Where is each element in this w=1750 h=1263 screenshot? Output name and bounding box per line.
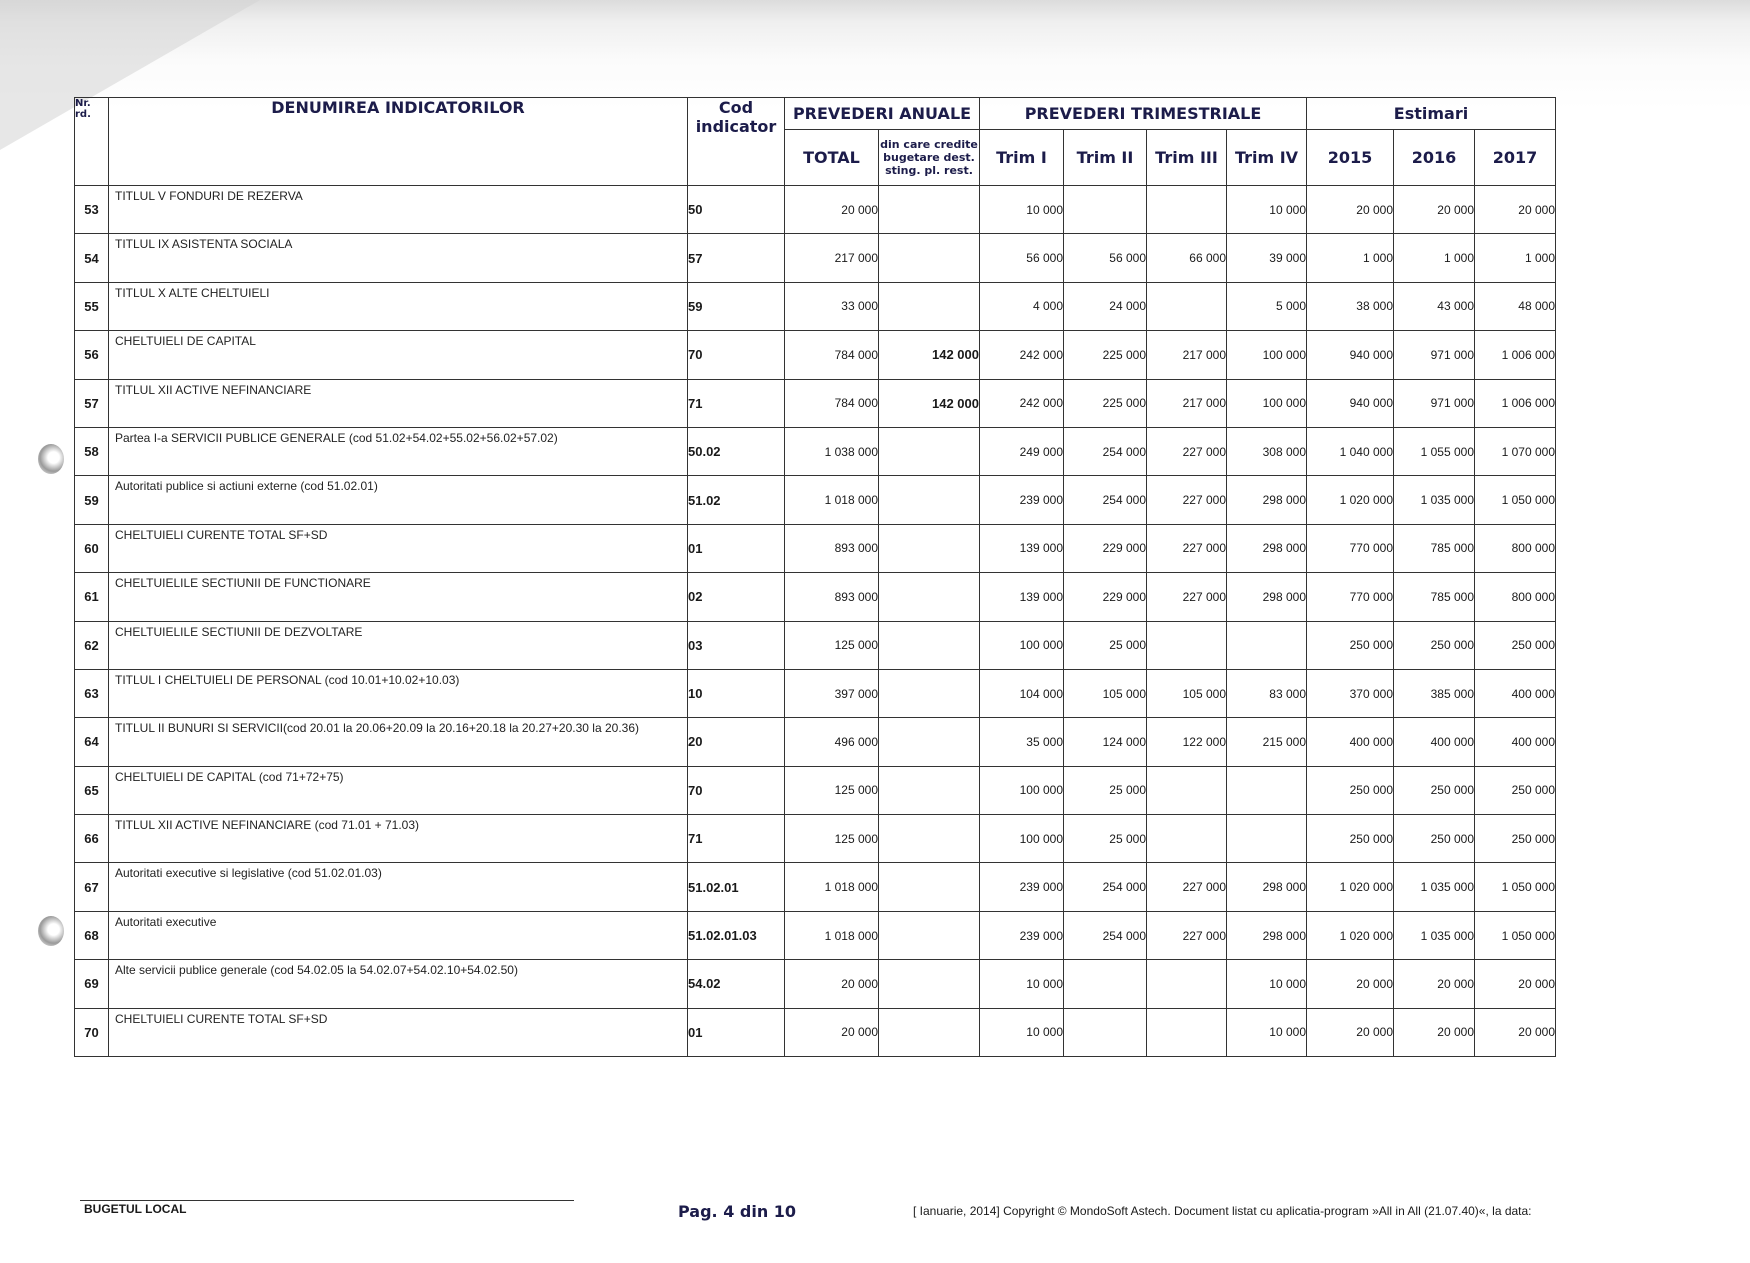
cell-trim-4: 100 000 xyxy=(1227,379,1307,427)
cell-estimare-2015: 1 000 xyxy=(1307,234,1394,282)
cell-total: 1 038 000 xyxy=(785,427,879,475)
table-row xyxy=(75,911,1556,959)
cell-din-care xyxy=(879,573,980,621)
cell-trim-1: 249 000 xyxy=(980,427,1064,475)
row-number: 65 xyxy=(75,766,109,814)
cell-trim-2: 254 000 xyxy=(1064,476,1147,524)
cell-trim-1: 10 000 xyxy=(980,1008,1064,1056)
header-trim-2: Trim II xyxy=(1064,130,1147,186)
row-indicator-name xyxy=(109,669,688,717)
cell-trim-1: 139 000 xyxy=(980,573,1064,621)
row-indicator-code: 50.02 xyxy=(688,427,785,475)
header-din-care: din care credite bugetare dest. sting. pl. rest. xyxy=(879,130,980,186)
cell-estimare-2016: 43 000 xyxy=(1394,282,1475,330)
cell-trim-3 xyxy=(1147,282,1227,330)
table-row xyxy=(75,669,1556,717)
cell-estimare-2016: 20 000 xyxy=(1394,1008,1475,1056)
cell-trim-2 xyxy=(1064,960,1147,1008)
cell-estimare-2015: 20 000 xyxy=(1307,186,1394,234)
cell-trim-3: 227 000 xyxy=(1147,911,1227,959)
cell-trim-2: 225 000 xyxy=(1064,331,1147,379)
row-indicator-name xyxy=(109,331,688,379)
cell-estimare-2017: 20 000 xyxy=(1475,186,1556,234)
cell-estimare-2015: 1 020 000 xyxy=(1307,863,1394,911)
cell-trim-1: 100 000 xyxy=(980,766,1064,814)
cell-total: 893 000 xyxy=(785,573,879,621)
cell-din-care xyxy=(879,427,980,475)
row-number: 61 xyxy=(75,573,109,621)
row-indicator-name xyxy=(109,234,688,282)
table-row xyxy=(75,282,1556,330)
cell-estimare-2017: 1 050 000 xyxy=(1475,476,1556,524)
row-indicator-name xyxy=(109,766,688,814)
budget-table xyxy=(74,97,1556,1057)
cell-trim-1: 4 000 xyxy=(980,282,1064,330)
cell-estimare-2017: 250 000 xyxy=(1475,766,1556,814)
cell-trim-3: 227 000 xyxy=(1147,524,1227,572)
indicator-label: CHELTUIELILE SECTIUNII DE DEZVOLTARE xyxy=(115,624,363,639)
footer-copyright: [ Ianuarie, 2014] Copyright © MondoSoft Astech. Document listat cu aplicatia-program »All in All (21.07.40)«, la data: xyxy=(913,1204,1532,1218)
cell-trim-1: 35 000 xyxy=(980,718,1064,766)
cell-total: 1 018 000 xyxy=(785,476,879,524)
cell-estimare-2017: 1 050 000 xyxy=(1475,911,1556,959)
cell-estimare-2017: 1 070 000 xyxy=(1475,427,1556,475)
row-indicator-name xyxy=(109,427,688,475)
cell-total: 33 000 xyxy=(785,282,879,330)
header-2015: 2015 xyxy=(1307,130,1394,186)
header-prevederi-anuale: PREVEDERI ANUALE xyxy=(785,98,980,130)
cell-trim-3 xyxy=(1147,766,1227,814)
indicator-label: TITLUL X ALTE CHELTUIELI xyxy=(115,285,270,300)
row-indicator-code: 57 xyxy=(688,234,785,282)
cell-estimare-2015: 1 020 000 xyxy=(1307,476,1394,524)
row-indicator-name xyxy=(109,911,688,959)
row-indicator-name xyxy=(109,476,688,524)
header-cod: Cod indicator xyxy=(688,98,785,186)
table-row xyxy=(75,621,1556,669)
cell-trim-4: 298 000 xyxy=(1227,911,1307,959)
indicator-label: CHELTUIELILE SECTIUNII DE FUNCTIONARE xyxy=(115,576,371,591)
header-2017: 2017 xyxy=(1475,130,1556,186)
cell-trim-4 xyxy=(1227,621,1307,669)
table-header xyxy=(75,98,1556,186)
row-indicator-code: 59 xyxy=(688,282,785,330)
cell-trim-2: 25 000 xyxy=(1064,766,1147,814)
cell-estimare-2016: 400 000 xyxy=(1394,718,1475,766)
cell-estimare-2015: 20 000 xyxy=(1307,960,1394,1008)
cell-trim-1: 100 000 xyxy=(980,815,1064,863)
cell-trim-1: 239 000 xyxy=(980,911,1064,959)
cell-trim-4: 298 000 xyxy=(1227,524,1307,572)
table-row xyxy=(75,766,1556,814)
cell-trim-3: 122 000 xyxy=(1147,718,1227,766)
cell-total: 1 018 000 xyxy=(785,863,879,911)
row-number: 63 xyxy=(75,669,109,717)
table-row xyxy=(75,863,1556,911)
cell-total: 125 000 xyxy=(785,766,879,814)
cell-din-care xyxy=(879,524,980,572)
table-row xyxy=(75,476,1556,524)
cell-trim-1: 10 000 xyxy=(980,186,1064,234)
indicator-label: CHELTUIELI DE CAPITAL xyxy=(115,334,256,349)
cell-trim-4: 10 000 xyxy=(1227,960,1307,1008)
row-indicator-code: 54.02 xyxy=(688,960,785,1008)
cell-trim-1: 100 000 xyxy=(980,621,1064,669)
cell-estimare-2016: 1 000 xyxy=(1394,234,1475,282)
cell-trim-3 xyxy=(1147,186,1227,234)
row-number: 64 xyxy=(75,718,109,766)
row-indicator-name xyxy=(109,621,688,669)
cell-estimare-2016: 385 000 xyxy=(1394,669,1475,717)
cell-estimare-2015: 250 000 xyxy=(1307,766,1394,814)
cell-trim-3 xyxy=(1147,621,1227,669)
cell-din-care xyxy=(879,186,980,234)
row-indicator-name xyxy=(109,379,688,427)
row-number: 55 xyxy=(75,282,109,330)
cell-trim-2 xyxy=(1064,186,1147,234)
cell-estimare-2016: 1 035 000 xyxy=(1394,911,1475,959)
header-prevederi-trimestriale: PREVEDERI TRIMESTRIALE xyxy=(980,98,1307,130)
cell-trim-4: 298 000 xyxy=(1227,573,1307,621)
cell-trim-3: 66 000 xyxy=(1147,234,1227,282)
row-number: 53 xyxy=(75,186,109,234)
cell-din-care: 142 000 xyxy=(879,379,980,427)
row-indicator-code: 51.02.01 xyxy=(688,863,785,911)
cell-estimare-2015: 250 000 xyxy=(1307,621,1394,669)
cell-estimare-2016: 20 000 xyxy=(1394,960,1475,1008)
cell-din-care xyxy=(879,718,980,766)
row-indicator-code: 10 xyxy=(688,669,785,717)
cell-trim-2: 24 000 xyxy=(1064,282,1147,330)
cell-estimare-2015: 400 000 xyxy=(1307,718,1394,766)
cell-din-care xyxy=(879,960,980,1008)
table-row xyxy=(75,379,1556,427)
table-row xyxy=(75,1008,1556,1056)
footer-page-number: Pag. 4 din 10 xyxy=(678,1202,797,1221)
table-row xyxy=(75,524,1556,572)
cell-estimare-2016: 250 000 xyxy=(1394,621,1475,669)
cell-trim-4: 298 000 xyxy=(1227,476,1307,524)
cell-trim-2: 254 000 xyxy=(1064,427,1147,475)
header-trim-4: Trim IV xyxy=(1227,130,1307,186)
row-number: 67 xyxy=(75,863,109,911)
row-indicator-code: 02 xyxy=(688,573,785,621)
cell-din-care xyxy=(879,766,980,814)
cell-total: 496 000 xyxy=(785,718,879,766)
cell-trim-1: 239 000 xyxy=(980,476,1064,524)
header-estimari: Estimari xyxy=(1307,98,1556,130)
indicator-label: CHELTUIELI DE CAPITAL (cod 71+72+75) xyxy=(115,769,344,784)
row-indicator-name xyxy=(109,1008,688,1056)
cell-estimare-2017: 400 000 xyxy=(1475,669,1556,717)
row-indicator-name xyxy=(109,282,688,330)
row-indicator-code: 71 xyxy=(688,815,785,863)
cell-trim-2: 254 000 xyxy=(1064,863,1147,911)
row-indicator-name xyxy=(109,524,688,572)
cell-trim-3: 217 000 xyxy=(1147,379,1227,427)
row-indicator-code: 51.02.01.03 xyxy=(688,911,785,959)
cell-estimare-2017: 400 000 xyxy=(1475,718,1556,766)
cell-trim-1: 139 000 xyxy=(980,524,1064,572)
indicator-label: Alte servicii publice generale (cod 54.02.05 la 54.02.07+54.02.10+54.02.50) xyxy=(115,963,518,978)
cell-estimare-2016: 1 035 000 xyxy=(1394,863,1475,911)
table-row xyxy=(75,331,1556,379)
indicator-label: TITLUL IX ASISTENTA SOCIALA xyxy=(115,237,293,252)
cell-estimare-2017: 48 000 xyxy=(1475,282,1556,330)
cell-trim-2 xyxy=(1064,1008,1147,1056)
cell-estimare-2017: 250 000 xyxy=(1475,621,1556,669)
cell-estimare-2015: 250 000 xyxy=(1307,815,1394,863)
cell-trim-2: 229 000 xyxy=(1064,524,1147,572)
cell-estimare-2016: 20 000 xyxy=(1394,186,1475,234)
cell-total: 397 000 xyxy=(785,669,879,717)
indicator-label: Autoritati executive xyxy=(115,914,217,929)
cell-trim-2: 25 000 xyxy=(1064,815,1147,863)
cell-trim-3: 227 000 xyxy=(1147,427,1227,475)
cell-trim-2: 124 000 xyxy=(1064,718,1147,766)
cell-din-care xyxy=(879,815,980,863)
cell-total: 125 000 xyxy=(785,621,879,669)
cell-trim-4: 83 000 xyxy=(1227,669,1307,717)
cell-trim-3: 227 000 xyxy=(1147,863,1227,911)
cell-total: 20 000 xyxy=(785,186,879,234)
cell-estimare-2015: 38 000 xyxy=(1307,282,1394,330)
cell-estimare-2015: 770 000 xyxy=(1307,573,1394,621)
cell-trim-2: 56 000 xyxy=(1064,234,1147,282)
cell-trim-4: 39 000 xyxy=(1227,234,1307,282)
cell-din-care xyxy=(879,282,980,330)
cell-estimare-2015: 770 000 xyxy=(1307,524,1394,572)
cell-estimare-2016: 785 000 xyxy=(1394,524,1475,572)
row-indicator-name xyxy=(109,863,688,911)
cell-total: 217 000 xyxy=(785,234,879,282)
footer-rule xyxy=(80,1200,574,1201)
indicator-label: TITLUL XII ACTIVE NEFINANCIARE xyxy=(115,382,312,397)
row-indicator-code: 20 xyxy=(688,718,785,766)
cell-trim-4: 5 000 xyxy=(1227,282,1307,330)
table-body xyxy=(75,186,1556,1057)
cell-total: 20 000 xyxy=(785,960,879,1008)
indicator-label: Partea I-a SERVICII PUBLICE GENERALE (cod 51.02+54.02+55.02+56.02+57.02) xyxy=(115,430,558,445)
cell-trim-3 xyxy=(1147,960,1227,1008)
cell-trim-3: 227 000 xyxy=(1147,573,1227,621)
indicator-label: CHELTUIELI CURENTE TOTAL SF+SD xyxy=(115,527,328,542)
cell-estimare-2015: 940 000 xyxy=(1307,379,1394,427)
cell-trim-4: 298 000 xyxy=(1227,863,1307,911)
cell-estimare-2015: 940 000 xyxy=(1307,331,1394,379)
row-number: 70 xyxy=(75,1008,109,1056)
cell-total: 784 000 xyxy=(785,331,879,379)
cell-total: 1 018 000 xyxy=(785,911,879,959)
row-number: 56 xyxy=(75,331,109,379)
footer-document-name: BUGETUL LOCAL xyxy=(84,1202,187,1216)
row-indicator-code: 70 xyxy=(688,331,785,379)
cell-trim-1: 239 000 xyxy=(980,863,1064,911)
row-number: 54 xyxy=(75,234,109,282)
cell-trim-2: 254 000 xyxy=(1064,911,1147,959)
cell-estimare-2016: 1 055 000 xyxy=(1394,427,1475,475)
table-row xyxy=(75,960,1556,1008)
indicator-label: Autoritati publice si actiuni externe (cod 51.02.01) xyxy=(115,479,378,494)
cell-estimare-2017: 1 000 xyxy=(1475,234,1556,282)
row-number: 60 xyxy=(75,524,109,572)
table-row xyxy=(75,234,1556,282)
cell-estimare-2015: 20 000 xyxy=(1307,1008,1394,1056)
table-row xyxy=(75,815,1556,863)
cell-estimare-2016: 785 000 xyxy=(1394,573,1475,621)
header-2016: 2016 xyxy=(1394,130,1475,186)
punch-hole-mark xyxy=(38,444,64,474)
row-indicator-name xyxy=(109,186,688,234)
cell-estimare-2017: 1 050 000 xyxy=(1475,863,1556,911)
cell-estimare-2017: 20 000 xyxy=(1475,1008,1556,1056)
cell-trim-2: 225 000 xyxy=(1064,379,1147,427)
row-number: 59 xyxy=(75,476,109,524)
cell-din-care xyxy=(879,476,980,524)
table-row xyxy=(75,427,1556,475)
cell-estimare-2017: 250 000 xyxy=(1475,815,1556,863)
row-indicator-code: 70 xyxy=(688,766,785,814)
cell-trim-4 xyxy=(1227,766,1307,814)
indicator-label: TITLUL XII ACTIVE NEFINANCIARE (cod 71.01 + 71.03) xyxy=(115,818,420,833)
row-number: 62 xyxy=(75,621,109,669)
row-number: 66 xyxy=(75,815,109,863)
cell-trim-1: 10 000 xyxy=(980,960,1064,1008)
cell-estimare-2016: 971 000 xyxy=(1394,379,1475,427)
row-number: 68 xyxy=(75,911,109,959)
cell-estimare-2016: 250 000 xyxy=(1394,766,1475,814)
header-denumire: DENUMIREA INDICATORILOR xyxy=(109,98,688,186)
row-indicator-name xyxy=(109,960,688,1008)
header-trim-3: Trim III xyxy=(1147,130,1227,186)
cell-din-care xyxy=(879,621,980,669)
row-number: 57 xyxy=(75,379,109,427)
row-indicator-name xyxy=(109,815,688,863)
cell-trim-4 xyxy=(1227,815,1307,863)
header-trim-1: Trim I xyxy=(980,130,1064,186)
cell-estimare-2016: 1 035 000 xyxy=(1394,476,1475,524)
table-row xyxy=(75,573,1556,621)
indicator-label: TITLUL V FONDURI DE REZERVA xyxy=(115,189,303,203)
cell-estimare-2015: 1 020 000 xyxy=(1307,911,1394,959)
header-total: TOTAL xyxy=(785,130,879,186)
row-indicator-code: 01 xyxy=(688,524,785,572)
row-indicator-code: 01 xyxy=(688,1008,785,1056)
cell-trim-4: 10 000 xyxy=(1227,186,1307,234)
cell-trim-2: 105 000 xyxy=(1064,669,1147,717)
cell-total: 125 000 xyxy=(785,815,879,863)
cell-estimare-2017: 1 006 000 xyxy=(1475,379,1556,427)
row-indicator-code: 50 xyxy=(688,186,785,234)
cell-trim-1: 104 000 xyxy=(980,669,1064,717)
cell-trim-3: 105 000 xyxy=(1147,669,1227,717)
header-nr: Nr. rd. xyxy=(75,98,109,186)
cell-trim-4: 100 000 xyxy=(1227,331,1307,379)
cell-din-care xyxy=(879,234,980,282)
cell-trim-4: 10 000 xyxy=(1227,1008,1307,1056)
cell-total: 20 000 xyxy=(785,1008,879,1056)
indicator-label: Autoritati executive si legislative (cod 51.02.01.03) xyxy=(115,866,382,881)
row-indicator-code: 51.02 xyxy=(688,476,785,524)
cell-din-care: 142 000 xyxy=(879,331,980,379)
table-row xyxy=(75,186,1556,234)
cell-din-care xyxy=(879,911,980,959)
cell-trim-3: 217 000 xyxy=(1147,331,1227,379)
cell-estimare-2017: 1 006 000 xyxy=(1475,331,1556,379)
cell-trim-3: 227 000 xyxy=(1147,476,1227,524)
cell-estimare-2017: 800 000 xyxy=(1475,573,1556,621)
cell-trim-3 xyxy=(1147,1008,1227,1056)
punch-hole-mark xyxy=(38,916,64,946)
row-number: 69 xyxy=(75,960,109,1008)
row-indicator-name xyxy=(109,573,688,621)
cell-estimare-2016: 971 000 xyxy=(1394,331,1475,379)
cell-trim-1: 242 000 xyxy=(980,379,1064,427)
cell-estimare-2016: 250 000 xyxy=(1394,815,1475,863)
cell-trim-2: 25 000 xyxy=(1064,621,1147,669)
row-number: 58 xyxy=(75,427,109,475)
cell-trim-1: 56 000 xyxy=(980,234,1064,282)
cell-din-care xyxy=(879,863,980,911)
row-indicator-code: 03 xyxy=(688,621,785,669)
cell-trim-4: 308 000 xyxy=(1227,427,1307,475)
table-row xyxy=(75,718,1556,766)
row-indicator-code: 71 xyxy=(688,379,785,427)
row-indicator-name xyxy=(109,718,688,766)
cell-total: 893 000 xyxy=(785,524,879,572)
cell-estimare-2017: 800 000 xyxy=(1475,524,1556,572)
cell-din-care xyxy=(879,1008,980,1056)
cell-estimare-2015: 1 040 000 xyxy=(1307,427,1394,475)
indicator-label: CHELTUIELI CURENTE TOTAL SF+SD xyxy=(115,1011,328,1026)
cell-estimare-2015: 370 000 xyxy=(1307,669,1394,717)
cell-total: 784 000 xyxy=(785,379,879,427)
cell-din-care xyxy=(879,669,980,717)
cell-trim-2: 229 000 xyxy=(1064,573,1147,621)
cell-estimare-2017: 20 000 xyxy=(1475,960,1556,1008)
cell-trim-1: 242 000 xyxy=(980,331,1064,379)
indicator-label: TITLUL I CHELTUIELI DE PERSONAL (cod 10.01+10.02+10.03) xyxy=(115,672,460,687)
cell-trim-4: 215 000 xyxy=(1227,718,1307,766)
cell-trim-3 xyxy=(1147,815,1227,863)
indicator-label: TITLUL II BUNURI SI SERVICII(cod 20.01 la 20.06+20.09 la 20.16+20.18 la 20.27+20.30 la 20.36) xyxy=(115,721,639,736)
